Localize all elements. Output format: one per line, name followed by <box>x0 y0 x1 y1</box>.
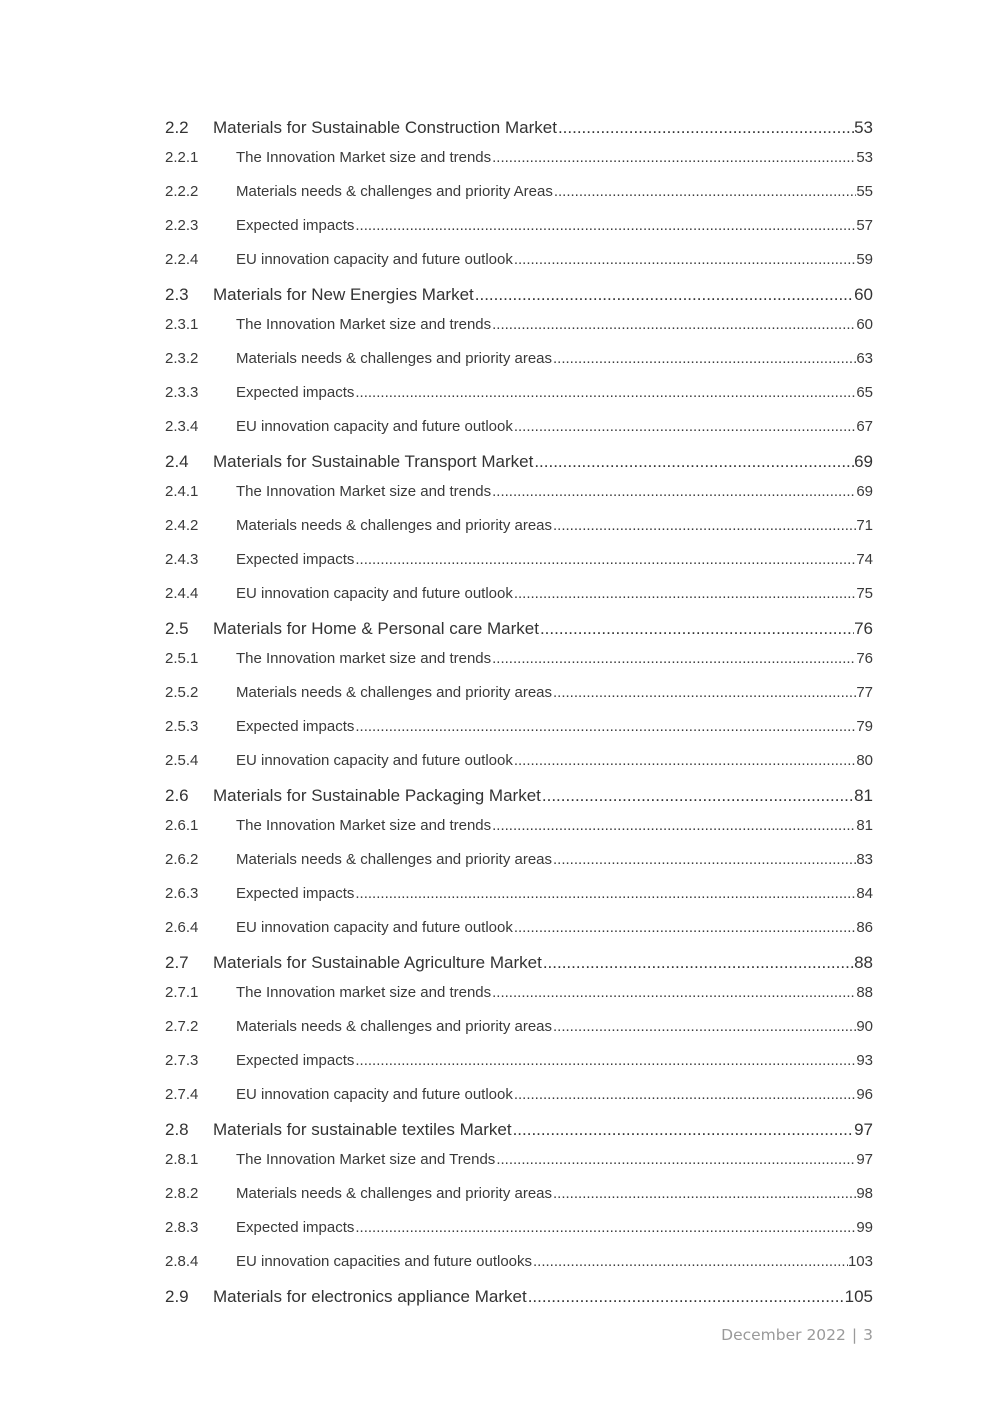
toc-entry-title: EU innovation capacity and future outlook <box>236 251 513 268</box>
toc-section-entry[interactable] <box>165 452 873 472</box>
toc-entry-number: 2.8.1 <box>165 1151 199 1168</box>
toc-entry-page: 53 <box>854 118 873 137</box>
toc-dot-leader <box>495 1151 856 1168</box>
toc-entry-page: 81 <box>854 786 873 805</box>
toc-entry-title: EU innovation capacity and future outlook <box>236 752 513 769</box>
toc-entry-page: 98 <box>856 1185 873 1202</box>
toc-subsection-entry[interactable] <box>165 1219 873 1236</box>
toc-subsection-entry[interactable] <box>165 551 873 568</box>
toc-entry-title: Expected impacts <box>236 384 355 401</box>
toc-subsection-entry[interactable] <box>165 984 873 1001</box>
toc-entry-page: 86 <box>856 919 873 936</box>
toc-entry-number: 2.8.2 <box>165 1185 199 1202</box>
toc-dot-leader <box>513 919 856 936</box>
toc-dot-leader <box>512 1120 855 1140</box>
toc-entry-title: Materials needs & challenges and priority areas <box>236 350 553 367</box>
toc-subsection-entry[interactable] <box>165 919 873 936</box>
toc-entry-title: Expected impacts <box>236 885 355 902</box>
toc-entry-title: The Innovation Market size and trends <box>236 149 492 166</box>
toc-subsection-entry[interactable] <box>165 585 873 602</box>
toc-subsection-entry[interactable] <box>165 851 873 868</box>
toc-entry-page: 57 <box>856 217 873 234</box>
toc-dot-leader <box>354 885 856 902</box>
toc-entry-number: 2.3 <box>165 285 189 304</box>
toc-dot-leader <box>474 285 854 305</box>
toc-entry-number: 2.6.3 <box>165 885 199 902</box>
toc-dot-leader <box>513 1086 856 1103</box>
toc-dot-leader <box>354 718 856 735</box>
toc-entry-title: Materials for Sustainable Transport Market <box>213 452 534 471</box>
toc-entry-title: EU innovation capacity and future outlook <box>236 585 513 602</box>
toc-entry-title: The Innovation Market size and trends <box>236 817 492 834</box>
toc-dot-leader <box>552 350 856 367</box>
toc-entry-number: 2.3.2 <box>165 350 199 367</box>
toc-entry-title: Materials for electronics appliance Market <box>213 1287 527 1306</box>
toc-dot-leader <box>527 1287 845 1307</box>
toc-entry-title: Materials needs & challenges and priority Areas <box>236 183 553 200</box>
toc-subsection-entry[interactable] <box>165 718 873 735</box>
toc-entry-page: 71 <box>856 517 873 534</box>
toc-entry-title: Materials needs & challenges and priority areas <box>236 684 553 701</box>
toc-entry-title: Materials for Sustainable Agriculture Market <box>213 953 542 972</box>
toc-dot-leader <box>513 418 856 435</box>
page-footer <box>721 1326 873 1344</box>
toc-dot-leader <box>354 384 856 401</box>
toc-entry-page: 79 <box>856 718 873 735</box>
toc-entry-number: 2.7.3 <box>165 1052 199 1069</box>
toc-entry-title: The Innovation Market size and trends <box>236 483 492 500</box>
toc-dot-leader <box>354 551 856 568</box>
toc-entry-page: 75 <box>856 585 873 602</box>
toc-entry-title: EU innovation capacities and future outlooks <box>236 1253 533 1270</box>
toc-subsection-entry[interactable] <box>165 217 873 234</box>
toc-entry-title: EU innovation capacity and future outlook <box>236 418 513 435</box>
table-of-contents <box>165 0 873 1403</box>
toc-subsection-entry[interactable] <box>165 752 873 769</box>
toc-entry-number: 2.4.4 <box>165 585 199 602</box>
toc-subsection-entry[interactable] <box>165 183 873 200</box>
toc-entry-number: 2.6.2 <box>165 851 199 868</box>
toc-dot-leader <box>491 316 856 333</box>
toc-entry-page: 76 <box>854 619 873 638</box>
toc-dot-leader <box>491 483 856 500</box>
toc-subsection-entry[interactable] <box>165 384 873 401</box>
toc-entry-number: 2.2.2 <box>165 183 199 200</box>
toc-entry-title: The Innovation market size and trends <box>236 650 492 667</box>
toc-entry-number: 2.6.4 <box>165 919 199 936</box>
toc-dot-leader <box>552 517 856 534</box>
toc-entry-number: 2.2.4 <box>165 251 199 268</box>
toc-entry-page: 84 <box>856 885 873 902</box>
toc-dot-leader <box>533 452 854 472</box>
toc-dot-leader <box>539 619 854 639</box>
toc-dot-leader <box>491 650 856 667</box>
toc-entry-number: 2.2 <box>165 118 189 137</box>
toc-entry-number: 2.2.1 <box>165 149 199 166</box>
toc-entry-number: 2.5.2 <box>165 684 199 701</box>
toc-entry-title: EU innovation capacity and future outlook <box>236 919 513 936</box>
toc-entry-number: 2.8.4 <box>165 1253 199 1270</box>
toc-entry-page: 99 <box>856 1219 873 1236</box>
toc-entry-title: Expected impacts <box>236 1052 355 1069</box>
toc-dot-leader <box>354 217 856 234</box>
toc-dot-leader <box>513 585 856 602</box>
toc-entry-number: 2.6 <box>165 786 189 805</box>
toc-dot-leader <box>552 1018 856 1035</box>
toc-subsection-entry[interactable] <box>165 251 873 268</box>
toc-subsection-entry[interactable] <box>165 1052 873 1069</box>
toc-entry-title: Materials for Sustainable Packaging Market <box>213 786 541 805</box>
toc-entry-title: Expected impacts <box>236 1219 355 1236</box>
toc-dot-leader <box>552 684 856 701</box>
toc-dot-leader <box>552 1185 856 1202</box>
toc-entry-title: The Innovation Market size and trends <box>236 316 492 333</box>
footer-separator: | <box>851 1326 858 1344</box>
toc-entry-number: 2.3.4 <box>165 418 199 435</box>
toc-entry-page: 105 <box>844 1287 873 1306</box>
toc-subsection-entry[interactable] <box>165 817 873 834</box>
toc-section-entry[interactable] <box>165 118 873 138</box>
toc-section-entry[interactable] <box>165 619 873 639</box>
toc-entry-title: Materials for Sustainable Construction Market <box>213 118 557 137</box>
toc-section-entry[interactable] <box>165 1287 873 1307</box>
toc-entry-number: 2.7 <box>165 953 189 972</box>
toc-subsection-entry[interactable] <box>165 350 873 367</box>
toc-entry-number: 2.5 <box>165 619 189 638</box>
toc-entry-number: 2.4 <box>165 452 189 471</box>
toc-entry-title: Materials for sustainable textiles Market <box>213 1120 512 1139</box>
toc-entry-number: 2.3.1 <box>165 316 199 333</box>
toc-entry-page: 77 <box>856 684 873 701</box>
toc-subsection-entry[interactable] <box>165 149 873 166</box>
toc-dot-leader <box>354 1052 856 1069</box>
toc-entry-page: 67 <box>856 418 873 435</box>
toc-entry-page: 103 <box>847 1253 873 1270</box>
toc-entry-page: 69 <box>856 483 873 500</box>
toc-entry-title: Materials needs & challenges and priority areas <box>236 1018 553 1035</box>
toc-entry-page: 65 <box>856 384 873 401</box>
toc-entry-title: Expected impacts <box>236 217 355 234</box>
toc-entry-number: 2.4.3 <box>165 551 199 568</box>
toc-entry-page: 53 <box>856 149 873 166</box>
toc-dot-leader <box>542 953 854 973</box>
toc-entry-page: 90 <box>856 1018 873 1035</box>
toc-section-entry[interactable] <box>165 285 873 305</box>
toc-entry-page: 96 <box>856 1086 873 1103</box>
toc-dot-leader <box>532 1253 848 1270</box>
toc-subsection-entry[interactable] <box>165 517 873 534</box>
toc-subsection-entry[interactable] <box>165 650 873 667</box>
toc-entry-page: 69 <box>854 452 873 471</box>
toc-entry-number: 2.7.2 <box>165 1018 199 1035</box>
toc-subsection-entry[interactable] <box>165 1253 873 1270</box>
toc-dot-leader <box>541 786 854 806</box>
toc-subsection-entry[interactable] <box>165 483 873 500</box>
toc-entry-number: 2.5.3 <box>165 718 199 735</box>
toc-section-entry[interactable] <box>165 1120 873 1140</box>
toc-entry-page: 88 <box>854 953 873 972</box>
toc-entry-page: 97 <box>854 1120 873 1139</box>
toc-subsection-entry[interactable] <box>165 1151 873 1168</box>
toc-entry-title: Materials needs & challenges and priority areas <box>236 1185 553 1202</box>
toc-subsection-entry[interactable] <box>165 316 873 333</box>
toc-entry-title: The Innovation Market size and Trends <box>236 1151 496 1168</box>
toc-section-entry[interactable] <box>165 786 873 806</box>
toc-entry-number: 2.7.4 <box>165 1086 199 1103</box>
toc-subsection-entry[interactable] <box>165 885 873 902</box>
toc-entry-page: 74 <box>856 551 873 568</box>
footer-date: December 2022 <box>721 1326 846 1344</box>
footer-page-number: 3 <box>863 1326 873 1344</box>
toc-entry-page: 97 <box>856 1151 873 1168</box>
toc-entry-page: 88 <box>856 984 873 1001</box>
toc-entry-number: 2.4.2 <box>165 517 199 534</box>
toc-section-entry[interactable] <box>165 953 873 973</box>
toc-entry-number: 2.9 <box>165 1287 189 1306</box>
toc-entry-title: Expected impacts <box>236 551 355 568</box>
toc-entry-title: Materials needs & challenges and priority areas <box>236 851 553 868</box>
toc-entry-page: 63 <box>856 350 873 367</box>
toc-entry-number: 2.4.1 <box>165 483 199 500</box>
toc-entry-number: 2.5.4 <box>165 752 199 769</box>
toc-entry-title: Materials needs & challenges and priority areas <box>236 517 553 534</box>
toc-dot-leader <box>557 118 854 138</box>
toc-entry-title: The Innovation market size and trends <box>236 984 492 1001</box>
toc-entry-page: 60 <box>856 316 873 333</box>
toc-entry-page: 81 <box>856 817 873 834</box>
toc-entry-title: Expected impacts <box>236 718 355 735</box>
toc-dot-leader <box>553 183 856 200</box>
toc-entry-number: 2.8 <box>165 1120 189 1139</box>
toc-subsection-entry[interactable] <box>165 1018 873 1035</box>
toc-entry-page: 80 <box>856 752 873 769</box>
toc-entry-page: 76 <box>856 650 873 667</box>
toc-entry-page: 59 <box>856 251 873 268</box>
toc-entry-page: 93 <box>856 1052 873 1069</box>
toc-dot-leader <box>491 817 856 834</box>
toc-dot-leader <box>491 149 856 166</box>
toc-dot-leader <box>491 984 856 1001</box>
toc-subsection-entry[interactable] <box>165 418 873 435</box>
toc-entry-number: 2.3.3 <box>165 384 199 401</box>
toc-subsection-entry[interactable] <box>165 1086 873 1103</box>
toc-entry-page: 60 <box>854 285 873 304</box>
toc-dot-leader <box>354 1219 856 1236</box>
toc-entry-page: 55 <box>856 183 873 200</box>
toc-dot-leader <box>513 752 856 769</box>
toc-entry-number: 2.5.1 <box>165 650 199 667</box>
toc-entry-number: 2.6.1 <box>165 817 199 834</box>
toc-entry-number: 2.8.3 <box>165 1219 199 1236</box>
toc-entry-page: 83 <box>856 851 873 868</box>
toc-subsection-entry[interactable] <box>165 1185 873 1202</box>
toc-dot-leader <box>552 851 856 868</box>
toc-subsection-entry[interactable] <box>165 684 873 701</box>
toc-entry-number: 2.2.3 <box>165 217 199 234</box>
toc-entry-title: Materials for Home & Personal care Market <box>213 619 539 638</box>
toc-entry-title: Materials for New Energies Market <box>213 285 474 304</box>
toc-entry-title: EU innovation capacity and future outlook <box>236 1086 513 1103</box>
toc-entry-number: 2.7.1 <box>165 984 199 1001</box>
toc-dot-leader <box>513 251 856 268</box>
